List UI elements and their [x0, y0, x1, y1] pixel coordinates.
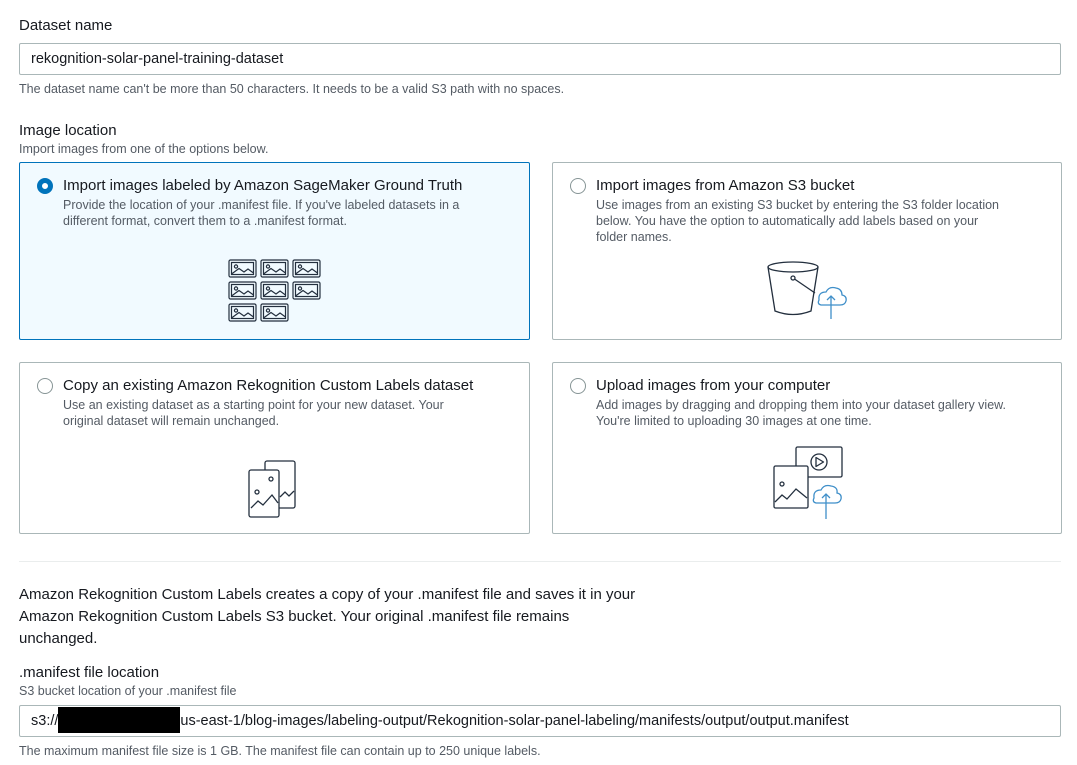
option-title-ground-truth: Import images labeled by Amazon SageMaker Ground Truth	[63, 177, 463, 194]
radio-upload-computer[interactable]	[570, 378, 586, 394]
info-line: Amazon Rekognition Custom Labels creates a copy of your .manifest file and saves it in your	[19, 586, 636, 603]
manifest-info-text	[19, 584, 679, 650]
redacted-bucket-name	[58, 707, 180, 733]
manifest-location-input[interactable]	[19, 705, 1061, 737]
s3-bucket-upload-icon	[767, 261, 849, 325]
option-desc-copy-dataset	[63, 397, 444, 429]
option-desc-s3-bucket	[596, 197, 999, 245]
dataset-name-constraint: The dataset name can't be more than 50 characters. It needs to be a valid S3 path with no spaces.	[19, 82, 565, 96]
manifest-location-label: .manifest file location	[19, 664, 160, 681]
manifest-value-prefix: s3://	[31, 713, 59, 729]
option-title-copy-dataset: Copy an existing Amazon Rekognition Custom Labels dataset	[63, 377, 474, 394]
option-tile-ground-truth[interactable]	[19, 162, 530, 340]
info-line: Amazon Rekognition Custom Labels S3 bucket. Your original .manifest file remains	[19, 608, 570, 625]
option-tile-upload-computer[interactable]	[552, 362, 1062, 534]
image-location-description: Import images from one of the options below.	[19, 142, 269, 156]
radio-s3-bucket[interactable]	[570, 178, 586, 194]
desc-line: folder names.	[596, 230, 672, 244]
desc-line: different format, convert them to a .manifest format.	[63, 214, 347, 228]
radio-copy-dataset[interactable]	[37, 378, 53, 394]
option-tile-s3-bucket[interactable]	[552, 162, 1062, 340]
manifest-constraint: The maximum manifest file size is 1 GB. The manifest file can contain up to 250 unique labels.	[19, 744, 541, 758]
option-desc-upload-computer	[596, 397, 1006, 429]
option-tile-copy-dataset[interactable]	[19, 362, 530, 534]
desc-line: original dataset will remain unchanged.	[63, 414, 280, 428]
section-divider	[19, 561, 1061, 562]
image-grid-icon	[228, 259, 322, 323]
desc-line: Use images from an existing S3 bucket by entering the S3 folder location	[596, 198, 999, 212]
desc-line: Provide the location of your .manifest file. If you've labeled datasets in a	[63, 198, 460, 212]
info-line: unchanged.	[19, 630, 98, 647]
desc-line: You're limited to uploading 30 images at one time.	[596, 414, 872, 428]
option-title-s3-bucket: Import images from Amazon S3 bucket	[596, 177, 855, 194]
media-upload-icon	[772, 445, 846, 521]
desc-line: below. You have the option to automatically add labels based on your	[596, 214, 979, 228]
option-desc-ground-truth	[63, 197, 459, 229]
image-location-label: Image location	[19, 122, 117, 139]
radio-ground-truth[interactable]	[37, 178, 53, 194]
dataset-copy-icon	[247, 459, 299, 519]
dataset-name-label: Dataset name	[19, 17, 113, 34]
manifest-location-description: S3 bucket location of your .manifest file	[19, 684, 237, 698]
dataset-name-input[interactable]: rekognition-solar-panel-training-dataset	[19, 43, 1061, 75]
desc-line: Use an existing dataset as a starting point for your new dataset. Your	[63, 398, 444, 412]
manifest-value-suffix: us-east-1/blog-images/labeling-output/Rekognition-solar-panel-labeling/manifests/output/output.manifest	[180, 713, 849, 729]
option-title-upload-computer: Upload images from your computer	[596, 377, 831, 394]
desc-line: Add images by dragging and dropping them into your dataset gallery view.	[596, 398, 1006, 412]
